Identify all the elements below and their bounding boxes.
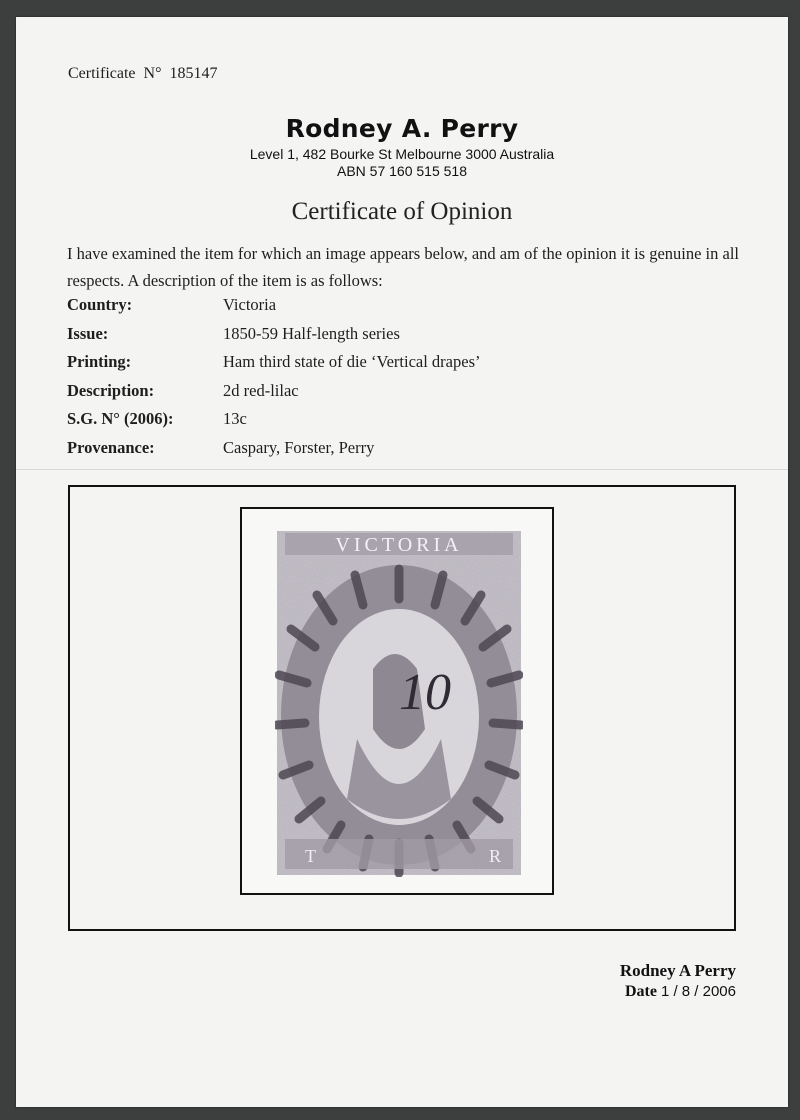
- detail-row: [67, 409, 480, 438]
- detail-row: [67, 381, 480, 410]
- page-title: Certificate of Opinion: [291, 198, 513, 225]
- detail-value: Ham third state of die ‘Vertical drapes’: [223, 352, 481, 371]
- signature-date: [625, 983, 736, 1001]
- fold-line: [16, 469, 788, 470]
- detail-row: [67, 295, 480, 324]
- detail-label: S.G. N° (2006):: [67, 409, 174, 428]
- certificate-number: [68, 65, 217, 83]
- detail-label: Issue:: [67, 323, 109, 343]
- stamp-image: [275, 529, 523, 877]
- intro-paragraph: I have examined the item for which an image appears below, and am of the opinion it is genuine in all respects. A description of the item is as follows:: [67, 244, 740, 290]
- detail-row: [67, 438, 480, 467]
- date-value: 1 / 8 / 2006: [660, 983, 736, 1000]
- stamp-bottom-band: [285, 839, 513, 869]
- stamp-bottom-right: R: [489, 846, 502, 866]
- detail-value: 1850-59 Half-length series: [223, 323, 400, 343]
- detail-value: 13c: [223, 409, 247, 428]
- detail-row: [67, 352, 480, 381]
- detail-value: Caspary, Forster, Perry: [223, 437, 375, 457]
- certificate-sheet: [16, 17, 788, 1107]
- date-label: Date: [624, 983, 657, 1000]
- details-list: [67, 295, 480, 466]
- certificate-number-value: 185147: [169, 65, 218, 82]
- cancel-number: 10: [399, 664, 451, 721]
- detail-label: Printing:: [67, 352, 132, 371]
- detail-label: Description:: [67, 380, 155, 400]
- detail-label: Provenance:: [67, 437, 155, 457]
- detail-value: Victoria: [223, 295, 277, 314]
- stamp-bottom-left: T: [305, 846, 316, 866]
- detail-value: 2d red-lilac: [223, 380, 299, 400]
- letterhead-address: Level 1, 482 Bourke St Melbourne 3000 Australia: [249, 146, 555, 162]
- signature-name: Rodney A Perry: [619, 961, 736, 980]
- detail-row: [67, 324, 480, 353]
- stamp-top-text: VICTORIA: [335, 534, 463, 556]
- certificate-number-label: Certificate N°: [68, 65, 162, 82]
- letterhead-abn: ABN 57 160 515 518: [337, 163, 467, 179]
- letterhead-name: Rodney A. Perry: [285, 114, 519, 143]
- detail-label: Country:: [67, 295, 133, 314]
